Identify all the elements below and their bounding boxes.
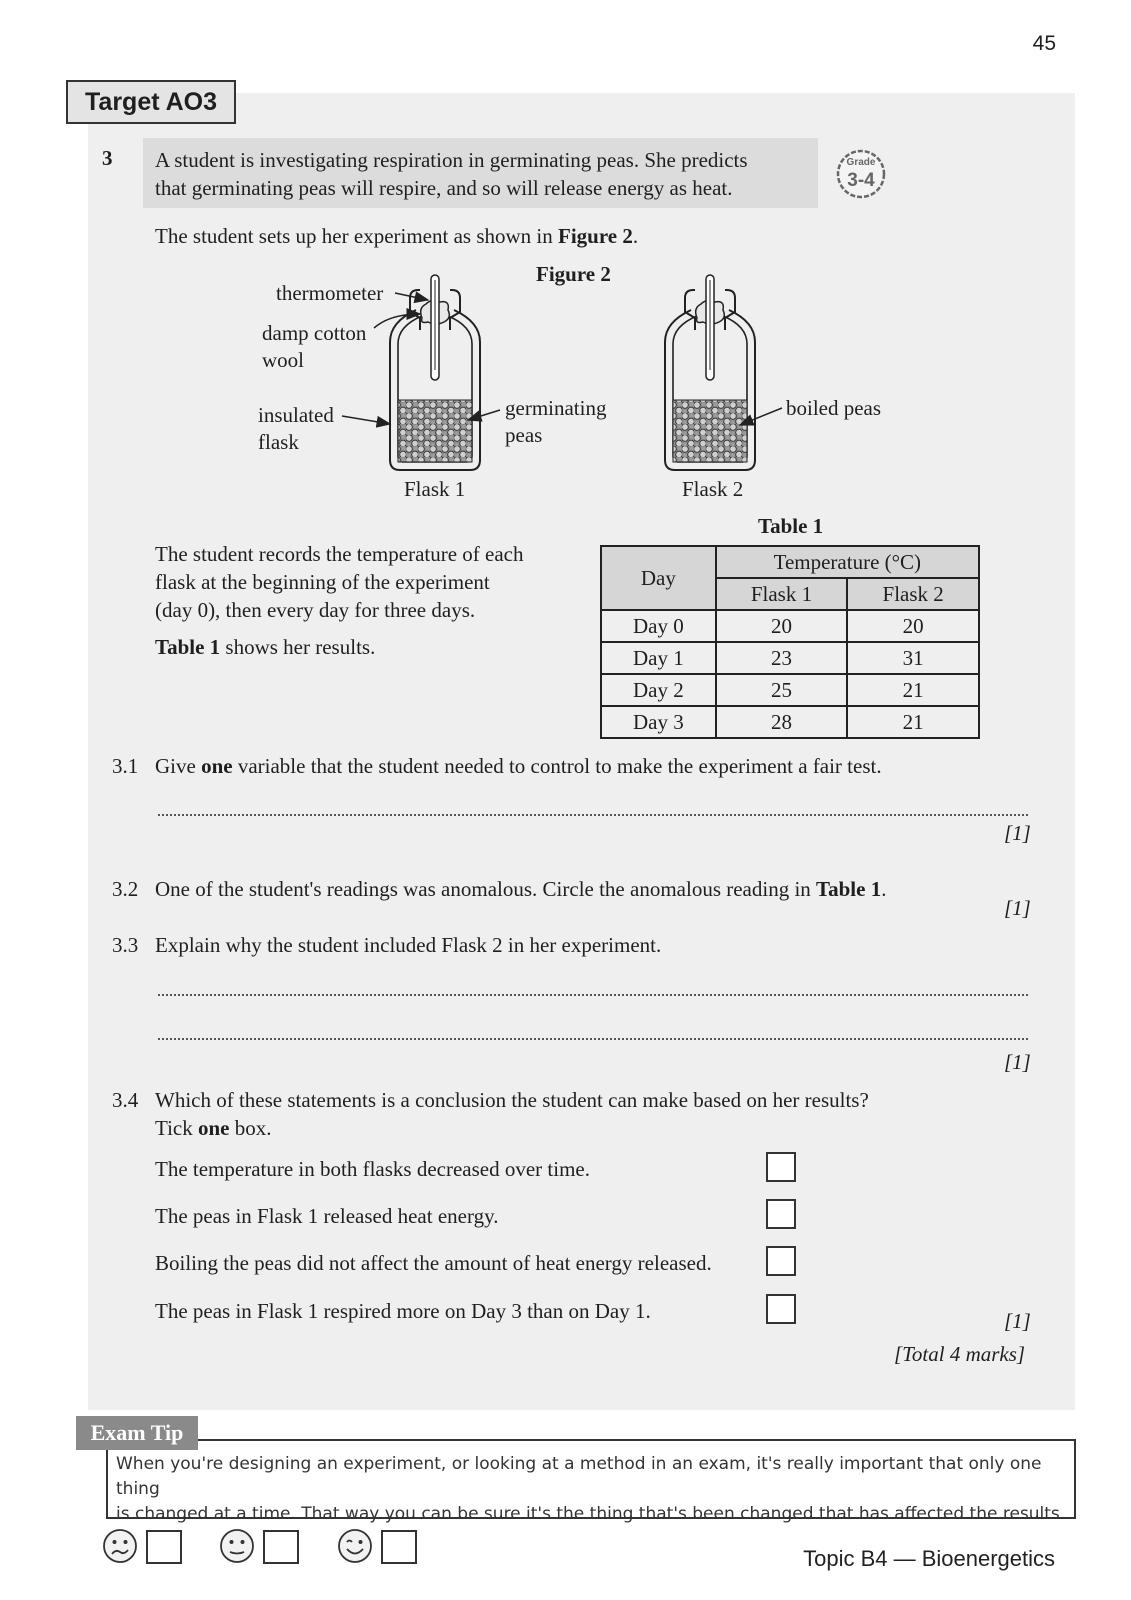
self-check-box-1[interactable] (146, 1530, 182, 1564)
neutral-face-icon (219, 1528, 255, 1564)
option-4-checkbox[interactable] (766, 1294, 796, 1324)
q31-text: Give one variable that the student needed to control to make the experiment a fair test. (155, 754, 882, 778)
q34-number: 3.4 (112, 1088, 139, 1112)
q33-answer-line-1[interactable] (158, 994, 1028, 996)
q31-marks: [1] (1004, 821, 1031, 845)
records-text: The student records the temperature of each flask at the beginning of the experiment (day 0), then every day for three days. Table 1 shows her results. (155, 542, 524, 659)
table-row: Day 1 23 31 (601, 642, 979, 674)
header-day: Day (601, 546, 716, 610)
intro-line-2: that germinating peas will respire, and so will release energy as heat. (155, 176, 733, 200)
results-table (600, 545, 980, 739)
q32-number: 3.2 (112, 877, 139, 901)
header-flask-2: Flask 2 (847, 578, 979, 610)
q34-marks: [1] (1004, 1309, 1031, 1333)
q33-text: Explain why the student included Flask 2 in her experiment. (155, 933, 662, 957)
exam-tip-label: Exam Tip (76, 1416, 198, 1450)
table-ref: Table 1 (155, 635, 221, 659)
table-row: Day 2 25 21 (601, 674, 979, 706)
grade-word: Grade (846, 157, 876, 168)
option-2-checkbox[interactable] (766, 1199, 796, 1229)
label-flask-1: Flask 1 (404, 477, 466, 501)
flask-2 (665, 275, 755, 470)
label-boiled-peas: boiled peas (786, 396, 882, 420)
option-4-label: The peas in Flask 1 respired more on Day 3 than on Day 1. (155, 1299, 651, 1323)
q34-text: Which of these statements is a conclusion the student can make based on her results? Tick one box. (155, 1088, 869, 1140)
q33-marks: [1] (1004, 1050, 1031, 1074)
self-check-box-3[interactable] (381, 1530, 417, 1564)
q31-answer-line[interactable] (158, 814, 1028, 816)
target-label: Target AO3 (66, 80, 236, 124)
q31-number: 3.1 (112, 754, 139, 778)
option-2-label: The peas in Flask 1 released heat energy. (155, 1204, 499, 1228)
table-row: Day 3 28 21 (601, 706, 979, 738)
question-intro (155, 146, 810, 202)
exam-tip-text: When you're designing an experiment, or looking at a method in an exam, it's really important that only one thing is changed at a time. That way you can be sure it's the thing that's been changed that has affected the results. (116, 1454, 1066, 1524)
option-3-checkbox[interactable] (766, 1246, 796, 1276)
question-number: 3 (102, 146, 113, 170)
grade-value: 3-4 (847, 170, 875, 191)
happy-face-icon (337, 1528, 373, 1564)
header-flask-1: Flask 1 (716, 578, 848, 610)
label-flask-2: Flask 2 (682, 477, 744, 501)
option-3-label: Boiling the peas did not affect the amount of heat energy released. (155, 1251, 712, 1275)
setup-sentence: The student sets up her experiment as shown in Figure 2. (155, 224, 639, 248)
header-temperature: Temperature (°C) (716, 546, 979, 578)
self-check-box-2[interactable] (263, 1530, 299, 1564)
figure-ref: Figure 2 (558, 224, 633, 248)
q33-number: 3.3 (112, 933, 139, 957)
table-row: Day 0 20 20 (601, 610, 979, 642)
total-marks: [Total 4 marks] (894, 1342, 1026, 1366)
page-number: 45 (1032, 32, 1056, 55)
option-1-checkbox[interactable] (766, 1152, 796, 1182)
figure-title: Figure 2 (536, 262, 611, 286)
q33-answer-line-2[interactable] (158, 1038, 1028, 1040)
intro-line-1: A student is investigating respiration in germinating peas. She predicts (155, 148, 748, 172)
option-1-label: The temperature in both flasks decreased over time. (155, 1157, 590, 1181)
q32-marks: [1] (1004, 896, 1031, 920)
q32-text: One of the student's readings was anomalous. Circle the anomalous reading in Table 1. (155, 877, 887, 901)
table-title: Table 1 (758, 514, 824, 538)
footer-topic: Topic B4 — Bioenergetics (803, 1546, 1055, 1571)
grade-badge-icon (835, 148, 887, 200)
label-insulated-flask: insulated flask (258, 403, 334, 454)
label-damp-cotton: damp cotton wool (262, 321, 367, 372)
label-germinating-peas: germinating peas (505, 396, 607, 447)
sad-face-icon (102, 1528, 138, 1564)
label-thermometer: thermometer (276, 281, 384, 305)
flask-1 (390, 275, 480, 470)
